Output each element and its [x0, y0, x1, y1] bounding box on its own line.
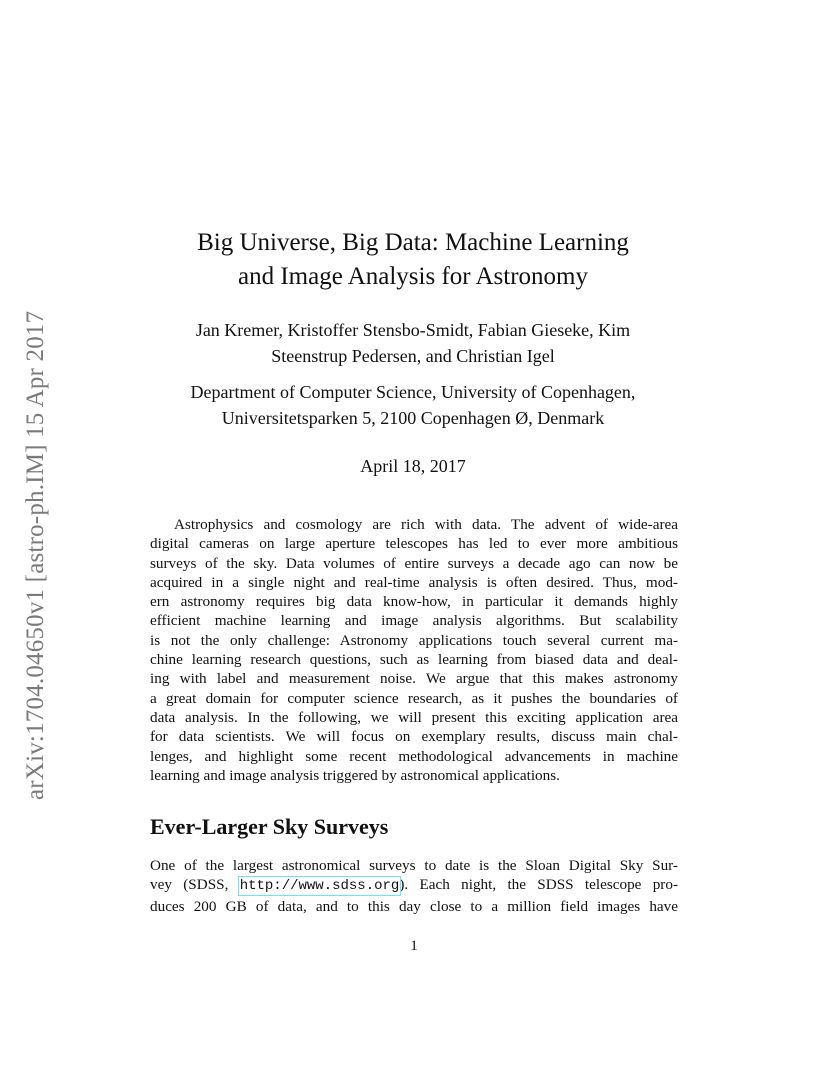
author-list [110, 317, 716, 369]
abstract-line: data analysis. In the following, we will present this exciting application area [150, 708, 678, 726]
body-line [150, 875, 678, 896]
body-text: vey (SDSS, [150, 876, 240, 894]
publication-date: April 18, 2017 [360, 456, 466, 476]
paper-title [120, 226, 706, 294]
abstract-line: efficient machine learning and image analysis algorithms. But scalability [150, 612, 678, 630]
body-paragraph [150, 856, 678, 916]
abstract [150, 515, 678, 785]
affiliation-line: Universitetsparken 5, 2100 Copenhagen Ø, Denmark [221, 408, 605, 428]
author-line: Steenstrup Pedersen, and Christian Igel [271, 346, 555, 366]
body-text: ). Each night, the SDSS telescope pro- [399, 876, 678, 894]
body-line: duces 200 GB of data, and to this day close to a million field images have [150, 897, 678, 915]
abstract-line: ern astronomy requires big data know-how, in particular it demands highly [150, 593, 678, 611]
abstract-line: for data scientists. We will focus on exemplary results, discuss main chal- [150, 728, 678, 746]
page-number: 1 [410, 937, 418, 954]
abstract-line: digital cameras on large aperture telescopes has led to ever more ambitious [150, 535, 678, 553]
abstract-line: a great domain for computer science research, as it pushes the boundaries of [150, 689, 678, 707]
abstract-line: surveys of the sky. Data volumes of entire surveys a decade ago can now be [150, 554, 678, 572]
abstract-line: learning and image analysis triggered by astronomical applications. [150, 766, 560, 784]
abstract-line: lenges, and highlight some recent methodological advancements in machine [150, 747, 678, 765]
title-line: and Image Analysis for Astronomy [238, 263, 588, 290]
sdss-link[interactable]: http://www.sdss.org [239, 878, 400, 895]
title-line: Big Universe, Big Data: Machine Learning [197, 229, 629, 256]
section-heading: Ever-Larger Sky Surveys [150, 814, 389, 839]
body-line: One of the largest astronomical surveys to date is the Sloan Digital Sky Sur- [150, 857, 678, 874]
author-line: Jan Kremer, Kristoffer Stensbo-Smidt, Fabian Gieseke, Kim [195, 320, 631, 340]
abstract-line: acquired in a single night and real-time analysis is often desired. Thus, mod- [150, 573, 678, 591]
affiliation [110, 379, 716, 431]
abstract-line: Astrophysics and cosmology are rich with data. The advent of wide-area [174, 516, 678, 533]
abstract-line: ing with label and measurement noise. We argue that this makes astronomy [150, 670, 678, 688]
arxiv-identifier-stamp: arXiv:1704.04650v1 [astro-ph.IM] 15 Apr 2017 [22, 310, 49, 800]
abstract-line: is not the only challenge: Astronomy applications touch several current ma- [150, 631, 678, 649]
affiliation-line: Department of Computer Science, University of Copenhagen, [190, 382, 636, 402]
abstract-line: chine learning research questions, such as learning from biased data and deal- [150, 651, 678, 669]
